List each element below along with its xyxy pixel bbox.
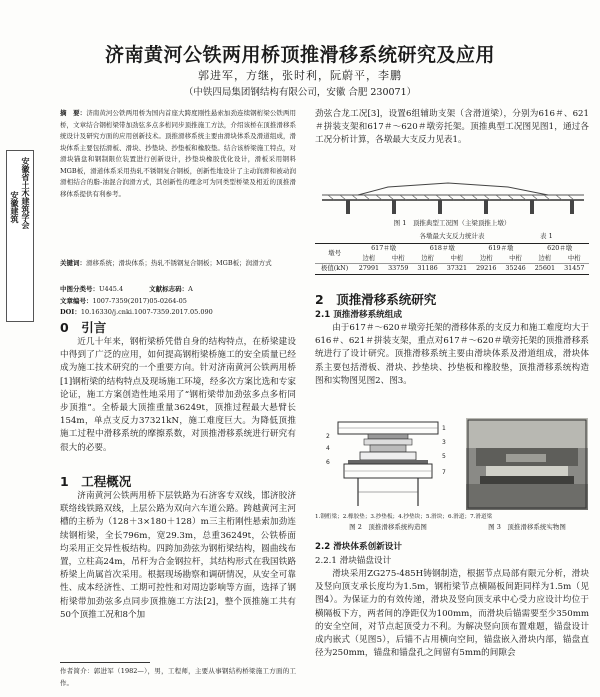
abstract-label: 摘 要：: [60, 109, 87, 117]
shim-plate: [364, 439, 412, 445]
table-cell: 27991: [354, 264, 383, 275]
figure-3-caption: 图 3 顶推滑移系统实物图: [488, 523, 566, 531]
section-1-body: 济南黄河公铁两用桥下层铁路为石济客专双线，邯济胶济联络线铁路双线，上层公路为双向六车道公路。跨越黄河主河槽的主桥为（128＋3×180＋128）m三主桁刚性悬索加劲连续钢桁梁，全长796m，宽29.3m，总重36249t，公铁桥面均采用正交异性板结构。四跨加劲弦为钢桁梁结构，圆曲线布置，立柱高24m，吊杆为合金钢拉杆，其结构形式在我国铁路桥梁上尚属首次采用。根据现场勘察和调研情况，从安全可靠性、成本经济性、工期可控性和对周边影响等方面，选择了钢桁梁带加劲弦多点同步顶推施工方法[2]，整个顶推施工共有50个顶推工况和8个加: [60, 491, 296, 620]
table-cell: 29216: [472, 264, 501, 275]
clc-line: 中图分类号：U445.4 文献标志码：A: [60, 285, 193, 293]
article-meta: [60, 284, 296, 319]
table-cell: 25601: [530, 264, 559, 275]
stiffening-chord: [358, 183, 548, 195]
figure-2-diagram: [318, 418, 458, 510]
slideway: [348, 460, 428, 464]
section-0-body: 近几十年来，钢桁梁桥凭借自身的结构特点，在桥梁建设中得到了广泛的应用，如何提高钢桁梁桥施工的安全质量已经成为施工技术研究的一个重要方向。针对济南黄河公铁两用桥[1]钢桁梁的结构特点及现场施工环境，经多次方案比选和专家论证，施工方案创造性地采用了“钢桁梁带加劲弦多点多桁同步顶推”。全桥最大顶推重量36249t，顶推过程最大悬臂长154m，单点支反力37321kN，施工难度巨大。为降低顶推施工过程中滑移系统的摩擦系数，对顶推滑移系统进行研究有很大的必要。: [60, 337, 296, 453]
slide-block: [360, 452, 416, 460]
table-subhead: 中桁: [450, 253, 464, 262]
svg-text:6: 6: [326, 459, 330, 466]
right-intro: 劲弦合龙工况[3]，设置6组辅助支架（含滑道梁），分别为616＃、621＃拼装支架和617＃～620＃墩旁托架。顶推典型工况图见图1，通过各工况分析计算，各墩最大支反力见表1。: [315, 109, 589, 146]
authors: 郭进军，方继，张时利，阮蔚平，李鹏: [198, 69, 402, 82]
abstract: [60, 108, 296, 258]
table-row-label: 极值(kN): [315, 264, 354, 275]
journal-sidebar: [6, 150, 34, 322]
svg-text:7: 7: [442, 469, 446, 476]
section-2-2-heading: 2.2 滑块体系创新设计: [315, 542, 402, 552]
table-1: [315, 243, 589, 275]
svg-text:4: 4: [326, 445, 330, 452]
sidebar-line-2: 安徽建筑: [10, 191, 20, 223]
table-subhead: 中桁: [391, 253, 405, 262]
table-header-pier: 墩号: [315, 244, 354, 264]
footnote-rule: [60, 662, 150, 663]
table-subhead: 中桁: [509, 253, 522, 262]
table-header-619: 619＃墩: [472, 244, 531, 254]
section-2-heading: 2 顶推滑移系统研究: [315, 292, 437, 307]
section-2-1-heading: 2.1 顶推滑移系统组成: [315, 310, 402, 320]
table-cell: 37321: [442, 264, 471, 275]
keywords-label: 关键词：: [60, 259, 86, 267]
table-cell: 31186: [413, 264, 442, 275]
keywords-text: 滑移系统；滑块体系；热轧不锈钢复合钢板；MGB板；润滑方式: [86, 259, 272, 267]
table-subhead: 边桁: [479, 253, 493, 262]
paper-title: 济南黄河公铁两用桥顶推滑移系统研究及应用: [104, 44, 495, 66]
table-subhead: 中桁: [567, 253, 581, 262]
svg-text:3: 3: [442, 439, 446, 446]
table-1-number: 表 1: [540, 232, 553, 240]
svg-text:2: 2: [326, 433, 330, 440]
svg-text:5: 5: [442, 453, 446, 460]
table-header-620: 620＃墩: [530, 244, 589, 254]
sidebar-line-1: 安徽省土木建筑学会: [21, 157, 31, 229]
table-cell: 31457: [560, 264, 589, 275]
shim-block: [370, 445, 406, 452]
piers: [346, 200, 574, 214]
doi-line: DOI：10.16330/j.cnki.1007-7359.2017.05.090: [60, 308, 213, 316]
figure-2-caption: 图 2 顶推滑移系统构造图: [349, 523, 427, 531]
section-2-2-1-body: 滑块采用ZG275-485H铸钢制造，根据节点局部有限元分析，滑块及竖向顶支承长度均为1.5m，钢桁梁节点横隔板间距同样为1.5m（见图4）。为保证力的有效传递，滑块及竖向顶支承中心受力应设计均位于横隔板下方，两者间的净距仅为100mm，而滑块后锚需要至少350mm的安全空间，对节点起顶受力不利。为解决竖向顶布置难题，锚盘设计成内嵌式（见图5），后锚不占用横向空间，锚盘嵌入滑块内部，锚盘直径为250mm，锚盘和锚盘孔之间留有5mm的间隙会: [315, 569, 589, 659]
section-0-heading: 0 引言: [60, 320, 107, 335]
figure-2-legend: 1.钢桁梁；2.橡胶垫；3.抄垫板；4.抄垫块；5.滑块；6.滑道；7.滑道梁: [315, 514, 493, 520]
section-2-1-body: 由于617＃～620＃墩旁托架的滑移体系的支反力和施工难度均大于616＃、621＃拼装支架，重点对617＃～620＃墩旁托架的顶推滑移系统进行了设计研究。顶推滑移系统主要由滑块体系及滑道组成，滑块体系主要包括滑板、滑块、抄垫块、抄垫板和橡胶垫，顶推滑移系统构造图和实物图见图2、图3。: [315, 323, 589, 386]
table-1-title: 各墩最大支反力统计表: [419, 232, 485, 240]
affiliation: （中铁四局集团钢结构有限公司，安徽 合肥 230071）: [183, 87, 417, 98]
table-subhead: 边桁: [421, 253, 434, 262]
svg-text:1: 1: [442, 425, 446, 432]
table-cell: 33759: [384, 264, 413, 275]
figure-1-caption: 图 1 顶推典型工况图（主梁顶推上墩）: [393, 219, 511, 227]
keywords: [60, 258, 296, 282]
footnote: 作者简介：郭进军（1982—），男，工程师，主要从事钢结构桥梁施工方面的工作。: [60, 667, 296, 687]
abstract-text: 济南黄河公铁两用桥为国内首座大跨度刚性悬索加劲连续钢桁梁公铁两用桥，文章结合钢桁梁带加劲弦多点多桁同步顶推施工方法，介绍该桥在顶推滑移系统设计及研究方面的应用创新技术。顶推滑移系统主要由滑块体系及滑道组成，滑块体系主要包括滑板、滑块、抄垫块、抄垫板和橡胶垫。结合该桥梁施工特点，对滑块锚盘和钢制限位装置进行创新设计，抄垫块橡胶优化设计，滑板采用钢料MGB板，滑道体系采用热轧不锈钢复合钢板，创新性地设计了主动润滑和被动润滑相结合的脂-油混合润滑方式，其创新性的理念可为同类型桥梁及相近的顶推滑移体系提供有利参考。: [60, 109, 296, 198]
table-header-618: 618＃墩: [413, 244, 472, 254]
table-cell: 35246: [501, 264, 530, 275]
section-2-2-1-heading: 2.2.1 滑块锚盘设计: [315, 556, 392, 566]
table-subhead: 边桁: [538, 253, 552, 262]
figure-3-photo: [466, 418, 588, 510]
table-subhead: 边桁: [362, 253, 376, 262]
rubber-pad: [368, 434, 408, 439]
issn-line: 文章编号：1007-7359(2017)05-0264-05: [60, 296, 187, 305]
section-1-heading: 1 工程概况: [60, 474, 132, 489]
table-header-617: 617＃墩: [354, 244, 413, 254]
figure-1-diagram: [318, 178, 588, 216]
